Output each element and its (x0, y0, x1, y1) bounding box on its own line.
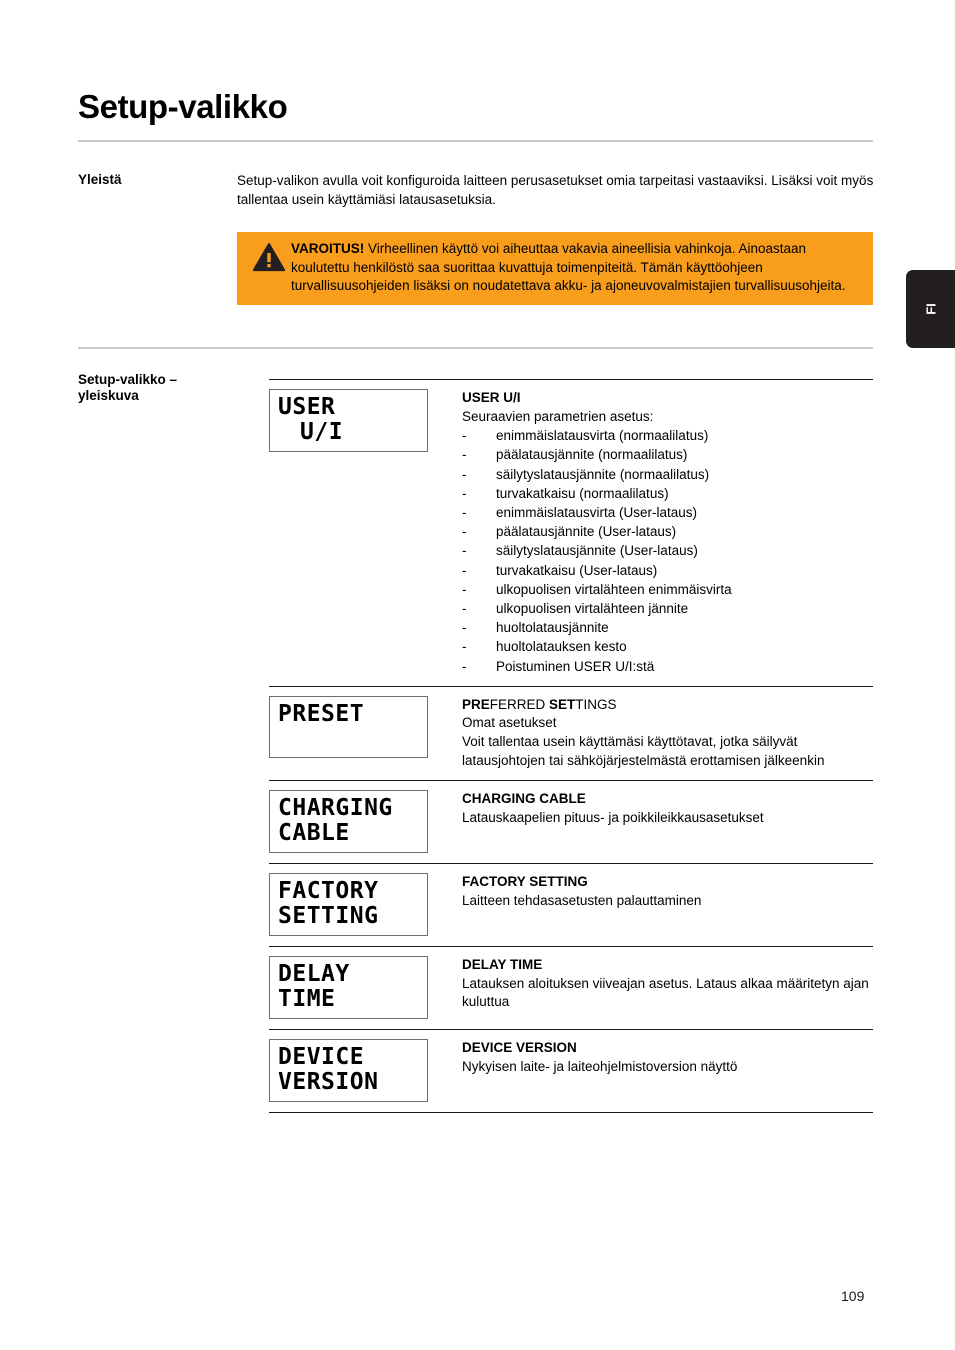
overview-row-heading (462, 389, 873, 408)
overview-row-text-cell (459, 389, 873, 676)
lcd-line-2: CABLE (278, 820, 350, 847)
lcd-display (269, 956, 428, 1019)
lcd-line-1: USER (278, 394, 336, 420)
parameter-label: päälatausjännite (normaalilatus) (496, 447, 688, 463)
overview-row-heading (462, 790, 873, 809)
list-dash: - (462, 658, 467, 674)
parameter-label: päälatausjännite (User-lataus) (496, 524, 677, 540)
lcd-display (269, 389, 428, 452)
parameter-label: huoltolatauksen kesto (496, 639, 627, 655)
overview-row-display-cell (269, 389, 459, 452)
overview-row-heading (462, 1039, 873, 1058)
overview-row-text-cell (459, 696, 873, 770)
heading-bold-part-1: DEVICE VERSION (462, 1040, 577, 1056)
lcd-line-1: FACTORY (278, 878, 379, 905)
overview-row-text-cell (459, 873, 873, 910)
overview-row-text-cell (459, 1039, 873, 1076)
list-dash: - (462, 639, 467, 655)
parameter-label: ulkopuolisen virtalähteen enimmäisvirta (496, 581, 732, 597)
parameter-label: turvakatkaisu (normaalilatus) (496, 485, 669, 501)
list-dash: - (462, 601, 467, 617)
overview-row (269, 379, 873, 686)
overview-row-heading (462, 956, 873, 975)
overview-row (269, 686, 873, 780)
overview-row-display-cell (269, 790, 459, 853)
parameter-list (462, 426, 873, 676)
heading-bold-part-2: SET (549, 696, 576, 712)
parameter-list-item (462, 580, 873, 599)
parameter-label: huoltolatausjännite (496, 620, 609, 636)
list-dash: - (462, 581, 467, 597)
parameter-list-item (462, 503, 873, 522)
list-dash: - (462, 562, 467, 578)
parameter-list-item (462, 561, 873, 580)
overview-row (269, 863, 873, 946)
section-divider (78, 347, 873, 349)
lcd-line-1: DELAY (278, 961, 350, 988)
parameter-list-item (462, 522, 873, 541)
overview-row-text-cell (459, 790, 873, 827)
setup-menu-overview-table (269, 379, 873, 1113)
heading-bold-part-1: PRE (462, 696, 490, 712)
warning-body: Virheellinen käyttö voi aiheuttaa vakavia aineellisia vahinkoja. Ainoastaan koulutettu henkilöstö saa suorittaa kuvattuja toimenpiteitä. Tämän käyttöohjeen turvallisuusohjeiden lisäksi on noudatettava akku- ja ajoneuvovalmistajien turvallisuusohjeita. (291, 241, 846, 293)
lcd-line-1: CHARGING (278, 795, 393, 822)
page-title: Setup-valikko (78, 88, 288, 126)
heading-bold-part-1: FACTORY SETTING (462, 874, 588, 890)
overview-row-description: Laitteen tehdasasetusten palauttaminen (462, 892, 702, 908)
overview-row-intro: Seuraavien parametrien asetus: (462, 408, 654, 424)
parameter-label: säilytyslatausjännite (normaalilatus) (496, 466, 710, 482)
overview-row (269, 946, 873, 1029)
overview-row-heading (462, 696, 873, 715)
list-dash: - (462, 543, 467, 559)
overview-row-description: Nykyisen laite- ja laiteohjelmistoversion näyttö (462, 1058, 738, 1074)
parameter-label: ulkopuolisen virtalähteen jännite (496, 601, 689, 617)
parameter-list-item (462, 637, 873, 656)
parameter-label: enimmäislatausvirta (normaalilatus) (496, 428, 709, 444)
list-dash: - (462, 505, 467, 520)
overview-row (269, 1029, 873, 1113)
heading-bold-part-1: DELAY TIME (462, 957, 543, 973)
lcd-display (269, 873, 428, 936)
header-divider (78, 140, 873, 142)
general-paragraph: Setup-valikon avulla voit konfiguroida laitteen perusasetukset omia tarpeitasi vastaaviksi. Lisäksi voit myös tallentaa usein käyttämiäsi latausasetuksia. (237, 173, 874, 207)
lcd-line-2: SETTING (278, 903, 379, 930)
parameter-list-item (462, 445, 873, 464)
language-tab-label: FI (923, 303, 938, 315)
overview-row-description: Latauskaapelien pituus- ja poikkileikkausasetukset (462, 809, 764, 825)
warning-text (291, 240, 863, 296)
parameter-label: Poistuminen USER U/I:stä (496, 658, 655, 674)
overview-row-description: Voit tallentaa usein käyttämäsi käyttötavat, jotka säilyvät latausjohtojen tai sähköjärjestelmästä erottamisen jälkeenkin (462, 734, 825, 768)
list-dash: - (462, 447, 467, 463)
overview-row-description: Omat asetukset (462, 715, 557, 731)
lcd-display (269, 790, 428, 853)
overview-row (269, 780, 873, 863)
overview-row-heading (462, 873, 873, 892)
overview-row-description: Latauksen aloituksen viiveajan asetus. Lataus alkaa määritetyn ajan kuluttua (462, 975, 869, 1010)
lcd-line-2: VERSION (278, 1069, 379, 1096)
parameter-label: enimmäislatausvirta (User-lataus) (496, 505, 698, 520)
parameter-list-item (462, 465, 873, 484)
lcd-line-1: DEVICE (278, 1044, 365, 1071)
overview-row-display-cell (269, 1039, 459, 1102)
parameter-list-item (462, 426, 873, 445)
lcd-display (269, 1039, 428, 1102)
parameter-list-item (462, 484, 873, 503)
list-dash: - (462, 466, 467, 482)
list-dash: - (462, 524, 467, 540)
parameter-list-item (462, 599, 873, 618)
heading-regular-part-1: FERRED (489, 696, 550, 712)
parameter-list-item (462, 541, 873, 560)
warning-triangle-icon (247, 240, 291, 272)
overview-row-display-cell (269, 956, 459, 1019)
section-label-general: Yleistä (78, 172, 122, 187)
parameter-list-item (462, 618, 873, 637)
heading-regular-part-2: TINGS (575, 696, 617, 712)
list-dash: - (462, 428, 467, 444)
section-label-overview: Setup-valikko – yleiskuva (78, 372, 178, 403)
parameter-list-item (462, 657, 873, 676)
heading-bold-part-1: CHARGING CABLE (462, 791, 586, 807)
parameter-label: turvakatkaisu (User-lataus) (496, 562, 658, 578)
warning-keyword: VAROITUS! (291, 241, 365, 256)
warning-box (237, 232, 873, 305)
language-tab-fi[interactable] (906, 270, 955, 348)
overview-row-display-cell (269, 873, 459, 936)
list-dash: - (462, 485, 467, 501)
parameter-label: säilytyslatausjännite (User-lataus) (496, 543, 698, 559)
lcd-line-2: TIME (278, 986, 336, 1013)
overview-row-text-cell (459, 956, 873, 1012)
heading-bold-part-1: USER U/I (462, 390, 521, 405)
overview-row-display-cell (269, 696, 459, 758)
lcd-line-1: PRESET (278, 700, 365, 727)
page-number: 109 (841, 1288, 865, 1304)
list-dash: - (462, 620, 467, 636)
lcd-display (269, 696, 428, 758)
lcd-line-2: U/I (300, 419, 344, 445)
